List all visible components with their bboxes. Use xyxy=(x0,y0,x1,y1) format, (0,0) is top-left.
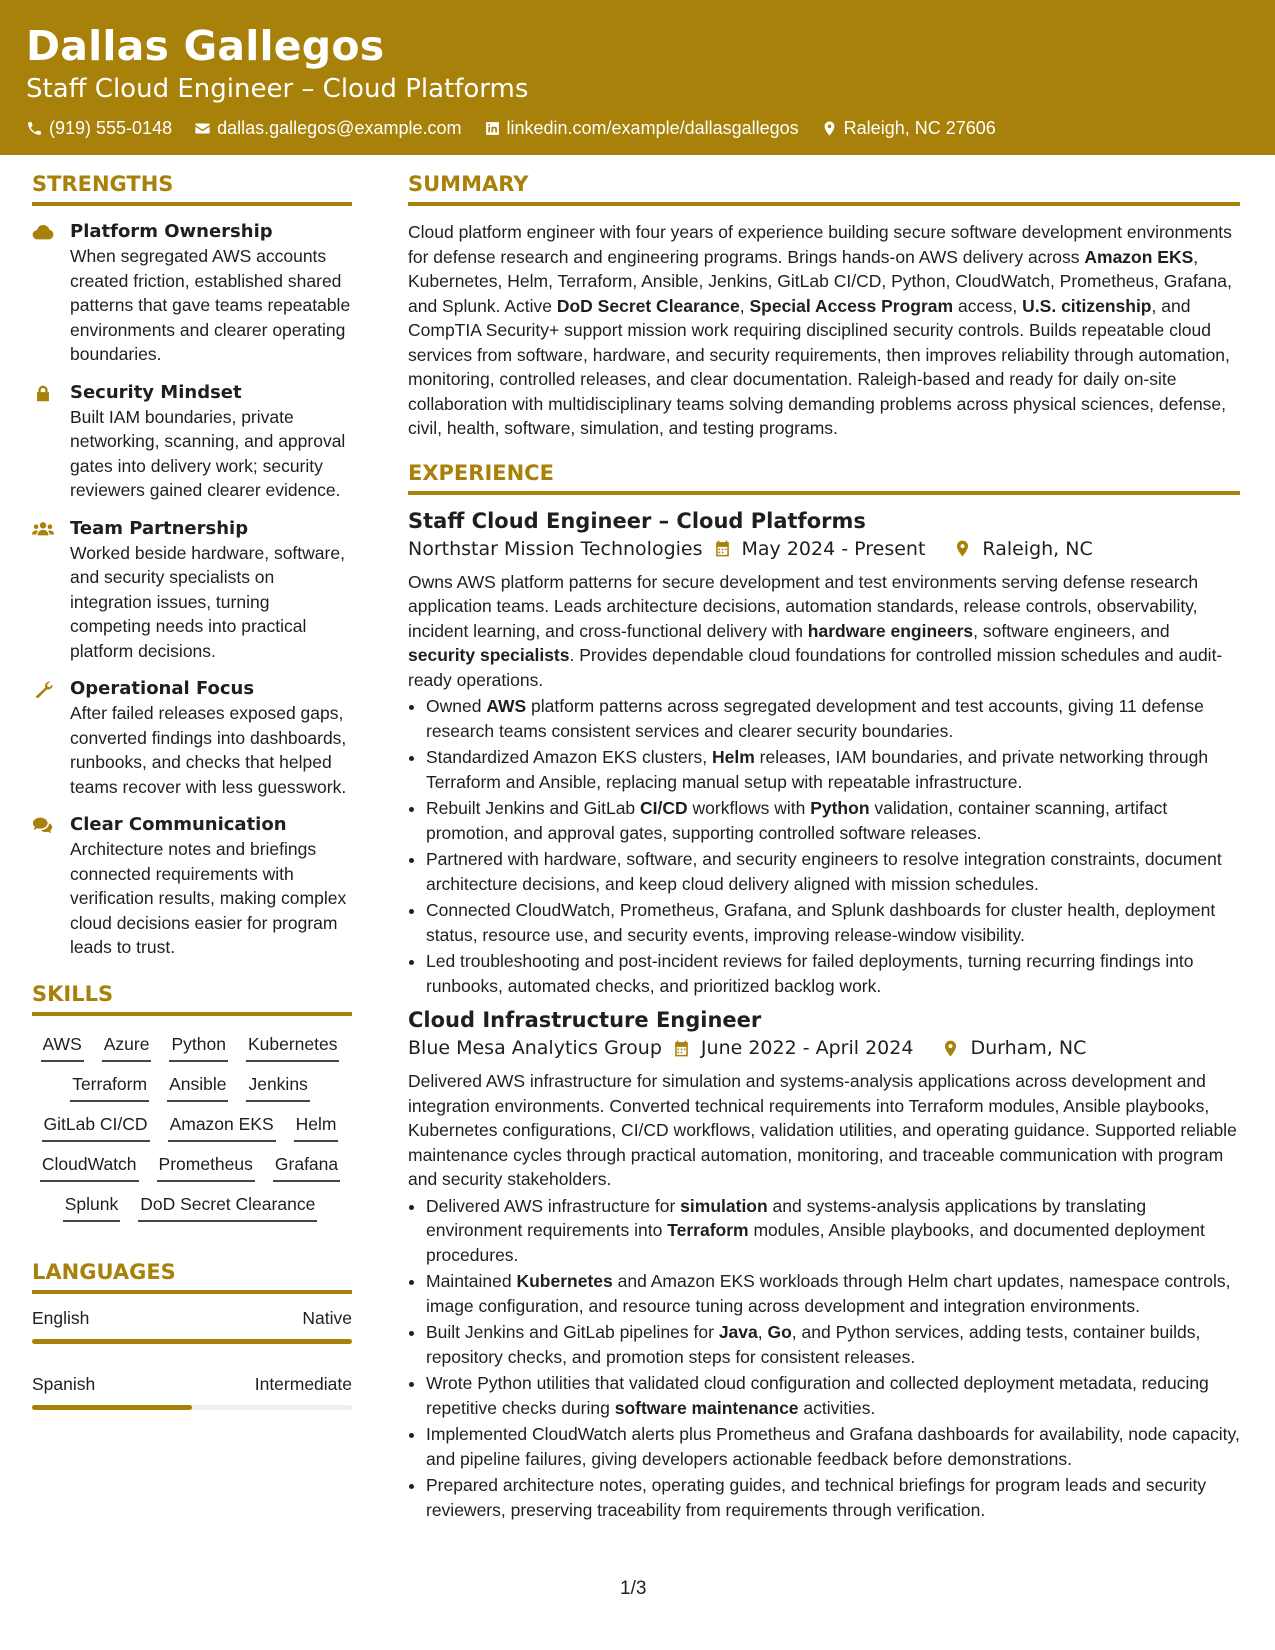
strength-title: Platform Ownership xyxy=(70,221,273,242)
lock-icon xyxy=(32,384,54,402)
language-proficiency-bar xyxy=(32,1405,352,1410)
strength-item xyxy=(32,220,352,367)
users-icon xyxy=(32,520,54,538)
phone-icon xyxy=(26,120,43,137)
strength-title: Operational Focus xyxy=(70,678,255,699)
job-bullet: • Built Jenkins and GitLab pipelines for Java, Go, and Python services, adding tests, container builds, repository checks, and promotion steps for consistent releases. xyxy=(426,1320,1240,1369)
skill-tag: Prometheus xyxy=(157,1152,255,1182)
job-bullet: • Implemented CloudWatch alerts plus Prometheus and Grafana dashboards for availability, node capacity, and pipeline failures, giving developers actionable feedback before demonstrations. xyxy=(426,1422,1240,1471)
job-bullet: • Standardized Amazon EKS clusters, Helm releases, IAM boundaries, and private networking through Terraform and Ansible, replacing manual setup with repeatable infrastructure. xyxy=(426,745,1240,794)
skill-tag: Terraform xyxy=(70,1072,149,1102)
strengths-list xyxy=(32,220,352,960)
envelope-icon xyxy=(194,120,211,137)
job-entry xyxy=(408,509,1240,999)
job-bullet: • Connected CloudWatch, Prometheus, Grafana, and Splunk dashboards for cluster health, deployment status, resource use, and security events, improving release-window visibility. xyxy=(426,898,1240,947)
language-proficiency-bar xyxy=(32,1339,352,1344)
skill-tag: Grafana xyxy=(273,1152,340,1182)
page-number: 1/3 xyxy=(620,1578,647,1599)
job-location: Durham, NC xyxy=(970,1037,1087,1059)
strength-desc: Built IAM boundaries, private networking, scanning, and approval gates into delivery work; security reviewers gained clearer evidence. xyxy=(70,406,346,500)
job-bullets xyxy=(408,1194,1240,1523)
strength-desc: After failed releases exposed gaps, converted findings into dashboards, runbooks, and checks that helped teams recover with less guesswork. xyxy=(70,703,347,797)
strength-item xyxy=(32,677,352,799)
skill-tag: Splunk xyxy=(63,1192,121,1222)
language-name: English xyxy=(32,1307,90,1328)
candidate-title: Staff Cloud Engineer – Cloud Platforms xyxy=(26,74,529,104)
job-company: Northstar Mission Technologies xyxy=(408,537,703,560)
language-proficiency-fill xyxy=(32,1339,352,1344)
skill-tag: Azure xyxy=(102,1032,152,1062)
job-meta xyxy=(408,1037,1240,1059)
job-bullet: • Maintained Kubernetes and Amazon EKS workloads through Helm chart updates, namespace controls, image configuration, and resource tuning across development and integration environments. xyxy=(426,1269,1240,1318)
job-bullet: • Prepared architecture notes, operating guides, and technical briefings for program leads and security reviewers, preserving traceability from requirements through verification. xyxy=(426,1473,1240,1522)
skills-heading: SKILLS xyxy=(32,982,352,1016)
job-company: Blue Mesa Analytics Group xyxy=(408,1037,662,1059)
job-title: Cloud Infrastructure Engineer xyxy=(408,1008,762,1032)
job-bullet: • Owned AWS platform patterns across segregated development and test accounts, giving 11 defense research teams consistent services and clearer security boundaries. xyxy=(426,694,1240,743)
job-bullet: • Rebuilt Jenkins and GitLab CI/CD workflows with Python validation, container scanning, artifact promotion, and approval gates, supporting controlled software releases. xyxy=(426,796,1240,845)
summary-text: Cloud platform engineer with four years of experience building secure software development environments for defense research and engineering programs. Brings hands-on AWS delivery across Amazon EKS, Kubernetes, Helm, Terraform, Ansible, Jenkins, GitLab CI/CD, Python, CloudWatch, Prometheus, Grafana, and Splunk. Active DoD Secret Clearance, Special Access Program access, U.S. citizenship, and CompTIA Security+ support mission work requiring disciplined security controls. Builds repeatable cloud services from software, hardware, and security requirements, then improves reliability through automation, monitoring, controlled releases, and clear documentation. Raleigh-based and ready for daily on-site collaboration with multidisciplinary teams solving demanding problems across physical sciences, defense, civil, health, software, simulation, and testing programs. xyxy=(408,222,1232,438)
strength-desc: Architecture notes and briefings connected requirements with verification results, making complex cloud decisions easier for program leads to trust. xyxy=(70,839,347,957)
language-item xyxy=(32,1308,352,1344)
location-text: Raleigh, NC 27606 xyxy=(843,118,996,138)
map-pin-icon xyxy=(821,120,838,137)
skill-tag: Helm xyxy=(294,1112,339,1142)
experience-heading: EXPERIENCE xyxy=(408,461,1240,495)
phone-text: (919) 555-0148 xyxy=(49,118,173,138)
job-bullet: • Partnered with hardware, software, and security engineers to resolve integration constraints, document architecture decisions, and keep cloud delivery aligned with mission schedules. xyxy=(426,847,1240,896)
resume-header xyxy=(0,0,1275,155)
strength-title: Clear Communication xyxy=(70,814,287,835)
language-level: Intermediate xyxy=(254,1373,352,1394)
job-description: Owns AWS platform patterns for secure development and test environments serving defense research application teams. Leads architecture decisions, automation standards, release controls, observability, incident learning, and cross-functional delivery with hardware engineers, software engineers, and security specialists. Provides dependable cloud foundations for controlled mission schedules and audit-ready operations. xyxy=(408,571,1223,690)
strengths-heading: STRENGTHS xyxy=(32,172,352,206)
job-bullet: • Delivered AWS infrastructure for simulation and systems-analysis applications by translating environment requirements into Terraform modules, Ansible playbooks, and documented deployment procedures. xyxy=(426,1194,1240,1268)
right-column xyxy=(408,172,1240,1524)
cloud-icon xyxy=(32,223,54,241)
job-dates: May 2024 - Present xyxy=(741,537,926,560)
left-column xyxy=(32,172,352,1432)
job-title: Staff Cloud Engineer – Cloud Platforms xyxy=(408,508,866,533)
job-bullets xyxy=(408,694,1240,998)
skill-tag: Amazon EKS xyxy=(168,1112,276,1142)
calendar-icon xyxy=(713,539,732,558)
language-name: Spanish xyxy=(32,1373,96,1394)
language-item xyxy=(32,1374,352,1410)
job-entry xyxy=(408,1008,1240,1522)
map-pin-icon xyxy=(941,1039,960,1058)
skill-tag: GitLab CI/CD xyxy=(42,1112,150,1142)
contact-linkedin[interactable] xyxy=(484,118,799,139)
strength-title: Security Mindset xyxy=(70,381,242,403)
strength-desc: Worked beside hardware, software, and security specialists on integration issues, turning competing needs into practical platform decisions. xyxy=(70,542,345,661)
job-meta xyxy=(408,538,1240,560)
languages-heading: LANGUAGES xyxy=(32,1260,352,1294)
candidate-name: Dallas Gallegos xyxy=(26,22,385,70)
email-text: dallas.gallegos@example.com xyxy=(217,118,462,138)
linkedin-icon xyxy=(484,120,501,137)
strength-item xyxy=(32,813,352,960)
contact-phone[interactable] xyxy=(26,118,172,139)
skill-tag: Python xyxy=(169,1032,227,1062)
language-proficiency-fill xyxy=(32,1405,192,1410)
strength-item xyxy=(32,381,352,503)
skill-tag: AWS xyxy=(41,1032,84,1062)
skill-tag: Jenkins xyxy=(246,1072,309,1102)
job-bullet: • Wrote Python utilities that validated cloud configuration and collected deployment metadata, reducing repetitive checks during software maintenance activities. xyxy=(426,1371,1240,1420)
strength-title: Team Partnership xyxy=(70,517,249,539)
wrench-icon xyxy=(32,680,54,698)
chat-icon xyxy=(32,816,54,834)
linkedin-text: linkedin.com/example/dallasgallegos xyxy=(506,118,799,138)
skill-tag: DoD Secret Clearance xyxy=(138,1192,317,1222)
contact-location xyxy=(821,118,996,139)
summary-heading: SUMMARY xyxy=(408,172,1240,206)
contact-bar xyxy=(26,118,996,139)
job-dates: June 2022 - April 2024 xyxy=(700,1037,914,1059)
skills-list xyxy=(32,1030,352,1222)
strength-desc: When segregated AWS accounts created friction, established shared patterns that gave teams repeatable environments and clearer operating boundaries. xyxy=(70,246,351,364)
job-bullet: • Led troubleshooting and post-incident reviews for failed deployments, turning recurring findings into runbooks, automated checks, and prioritized backlog work. xyxy=(426,949,1240,998)
strength-item xyxy=(32,517,352,664)
skill-tag: CloudWatch xyxy=(40,1152,139,1182)
calendar-icon xyxy=(672,1039,691,1058)
skill-tag: Kubernetes xyxy=(246,1032,340,1062)
job-description: Delivered AWS infrastructure for simulation and systems-analysis applications across development and integration environments. Converted technical requirements into Terraform modules, Ansible playbooks, Kubernetes configurations, CI/CD workflows, validation utilities, and operating guidance. Supported reliable maintenance cycles through practical automation, monitoring, and traceable communication with program and security stakeholders. xyxy=(408,1071,1237,1189)
contact-email[interactable] xyxy=(194,118,461,139)
map-pin-icon xyxy=(953,539,972,558)
language-level: Native xyxy=(302,1307,352,1328)
job-location: Raleigh, NC xyxy=(982,537,1093,560)
skill-tag: Ansible xyxy=(167,1072,228,1102)
